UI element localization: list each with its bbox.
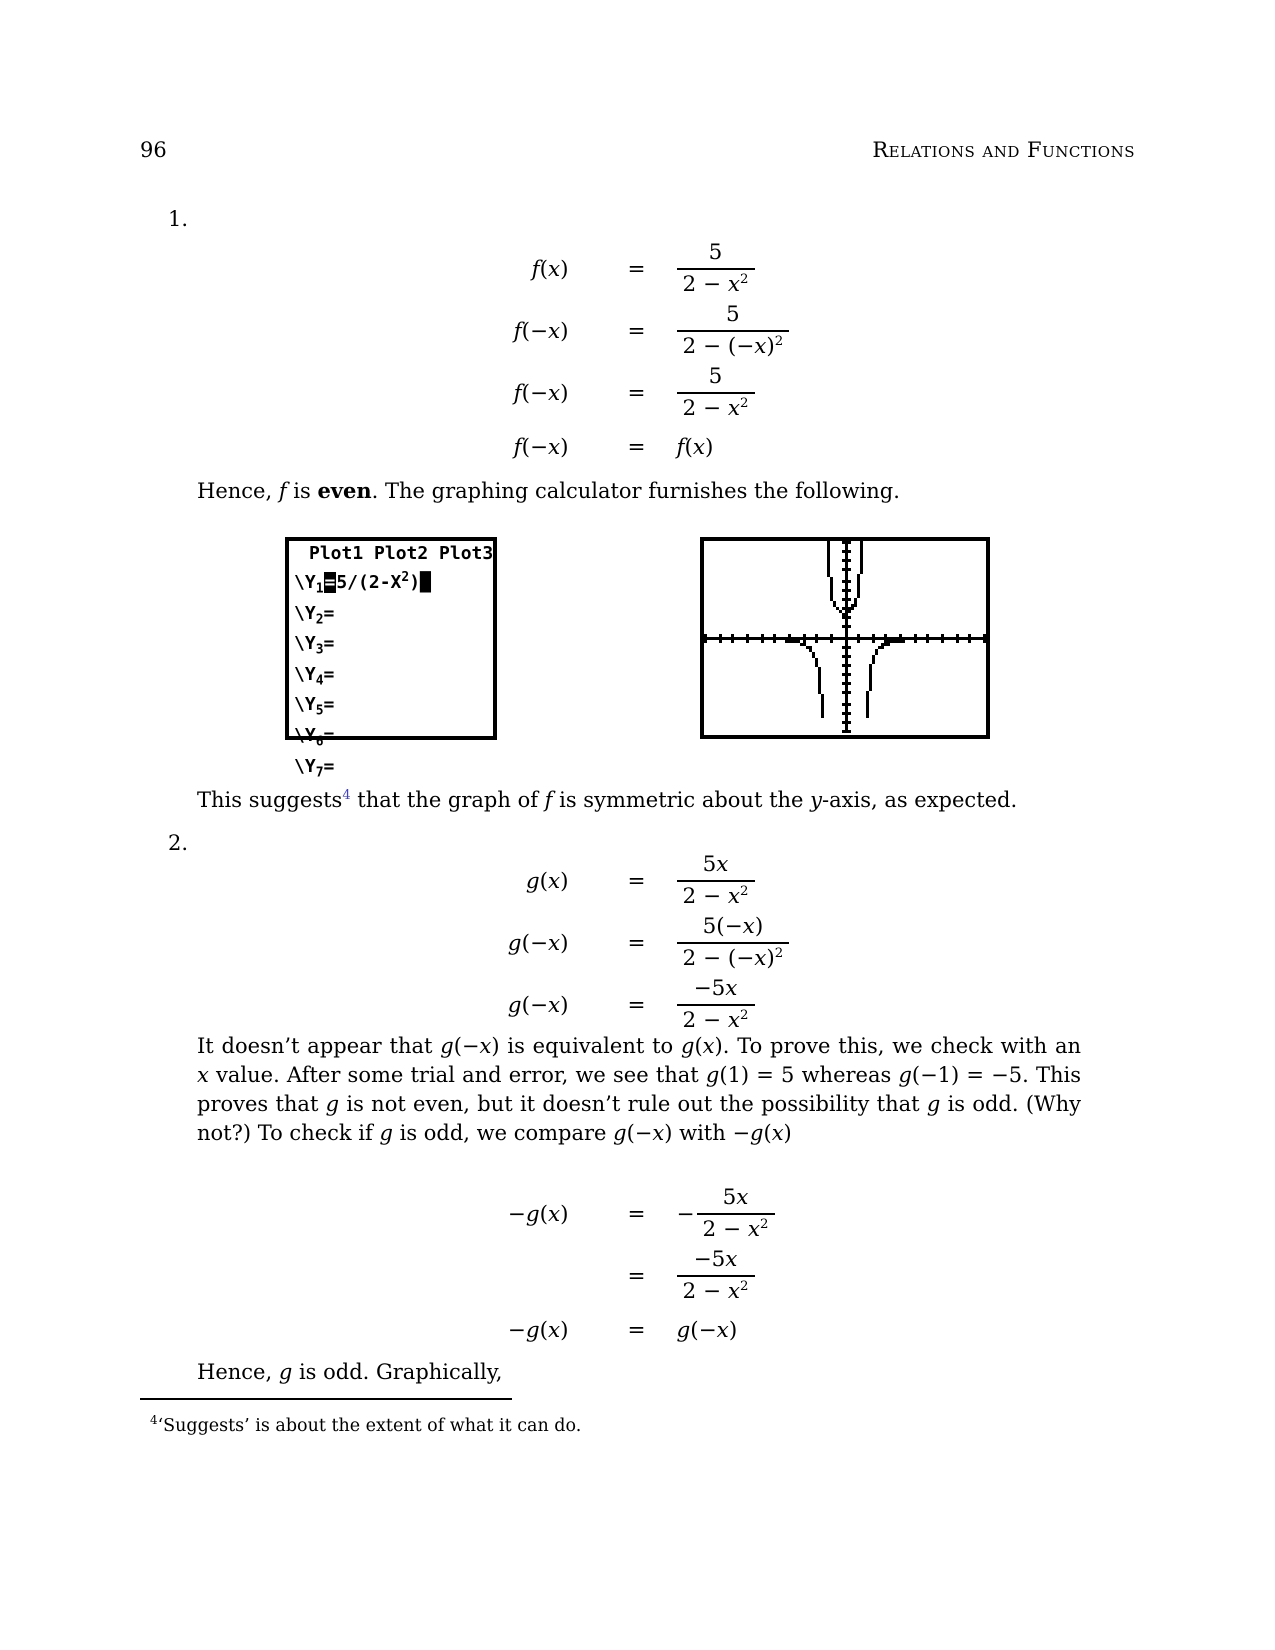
equation-rhs: $\frac{5}{2 - x^2}$ bbox=[677, 364, 927, 421]
equation-lhs: f(−x) bbox=[513, 380, 569, 406]
hence-g-odd-text: Hence, g is odd. Graphically, bbox=[197, 1360, 503, 1384]
y-equation-row: $\backslash Y_5=$ bbox=[294, 694, 335, 719]
text-cursor: █ bbox=[420, 572, 430, 593]
equation-lhs: f(x) bbox=[531, 256, 569, 282]
equation-rhs: $\frac{5x}{2 - x^2}$ bbox=[677, 852, 927, 909]
equals-sign: = bbox=[627, 256, 646, 282]
equals-sign: = bbox=[627, 380, 646, 406]
footnote-marker: 4 bbox=[150, 1413, 158, 1427]
equation-rhs: f ( x ) bbox=[676, 434, 714, 460]
ti83-graph-screen bbox=[700, 537, 990, 739]
equals-sign: = bbox=[627, 1317, 646, 1343]
equation-rhs: $\frac{-5x}{2 - x^2}$ bbox=[677, 976, 927, 1033]
y-equation-row: $\backslash Y_7=$ bbox=[294, 755, 335, 781]
equals-sign: = bbox=[627, 868, 646, 894]
running-title: Relations and Functions bbox=[872, 138, 1135, 162]
equation-block-f-even bbox=[0, 238, 1275, 470]
y-equation-row: $\backslash Y_6=$ bbox=[294, 724, 335, 750]
equation-lhs: f(−x) bbox=[513, 318, 569, 344]
footnote-link[interactable]: 4 bbox=[342, 788, 351, 803]
equation-lhs: g(−x) bbox=[507, 992, 569, 1018]
y-equation-row: $\backslash Y_4=$ bbox=[294, 663, 335, 689]
odd-check-paragraph: It doesn’t appear that g(−x) is equivalent to g(x). To prove this, we check with an x value. After some trial and error, we see that g(1) = 5 whereas g(−1) = −5. This proves that g is not even, but it doesn’t rule out the possibility that g is odd. (Why not?) To check if g is odd, we compare g(−x) with −g(x) bbox=[197, 1034, 1081, 1145]
equation-rhs: $\frac{5}{2 - x^2}$ bbox=[677, 240, 927, 297]
equation-rhs: g (− x ) bbox=[676, 1317, 738, 1343]
equation-row bbox=[0, 1307, 1275, 1353]
equation-row bbox=[0, 238, 1275, 300]
hence-f-even-text: Hence, f is even. The graphing calculator furnishes the following. bbox=[197, 478, 900, 503]
list-item-number-2: 2. bbox=[168, 831, 189, 855]
footnote-text: ‘Suggests’ is about the extent of what it can do. bbox=[157, 1415, 582, 1436]
equation-row bbox=[0, 424, 1275, 470]
equation-row bbox=[0, 1183, 1275, 1245]
equation-block-g-check bbox=[0, 850, 1275, 1036]
equals-sign: = bbox=[627, 434, 646, 460]
equation-row bbox=[0, 362, 1275, 424]
equation-rhs: − $\frac{5x}{2 - x^2}$ bbox=[677, 1185, 927, 1242]
ti83-y-equals-screen bbox=[285, 537, 497, 781]
equation-row bbox=[0, 974, 1275, 1036]
footnote bbox=[150, 1408, 1050, 1438]
equals-sign: = bbox=[627, 992, 646, 1018]
equation-rhs: $\frac{5}{2 - (-x)^2}$ bbox=[677, 302, 927, 359]
equation-rhs: $\frac{5(-x)}{2 - (-x)^2}$ bbox=[677, 914, 927, 971]
plot-tabs-row: Plot1 Plot2 Plot3 bbox=[309, 543, 494, 564]
y-equation-row: $\backslash Y_2=$ bbox=[294, 602, 335, 628]
selected-equals-indicator: = bbox=[324, 572, 336, 593]
equation-lhs: g(−x) bbox=[507, 930, 569, 956]
equation-block-neg-g bbox=[0, 1183, 1275, 1353]
equation-row bbox=[0, 850, 1275, 912]
equation-lhs: f(−x) bbox=[513, 434, 569, 460]
equals-sign: = bbox=[627, 1201, 646, 1227]
equation-row bbox=[0, 912, 1275, 974]
y-equation-row: $\backslash Y_1=5/(2-X^2)█$ bbox=[294, 570, 430, 597]
suggests-text: This suggests$^4$ that the graph of f is symmetric about the y-axis, as expected. bbox=[197, 788, 1018, 812]
list-item-number-1: 1. bbox=[168, 207, 189, 231]
equation-row bbox=[0, 300, 1275, 362]
equals-sign: = bbox=[627, 318, 646, 344]
footnote-rule bbox=[140, 1398, 512, 1400]
equation-lhs: −g(x) bbox=[507, 1201, 569, 1227]
equals-sign: = bbox=[627, 1263, 646, 1289]
equation-rhs: $\frac{-5x}{2 - x^2}$ bbox=[677, 1247, 927, 1304]
y-equations-list bbox=[289, 566, 493, 785]
page-header bbox=[140, 138, 1135, 162]
equation-row bbox=[0, 1245, 1275, 1307]
equation-lhs: g(x) bbox=[525, 868, 569, 894]
function-graph bbox=[704, 541, 986, 735]
y-equation-row: $\backslash Y_3=$ bbox=[294, 633, 335, 658]
page-number: 96 bbox=[140, 138, 167, 162]
equals-sign: = bbox=[627, 930, 646, 956]
equation-lhs: −g(x) bbox=[507, 1317, 569, 1343]
